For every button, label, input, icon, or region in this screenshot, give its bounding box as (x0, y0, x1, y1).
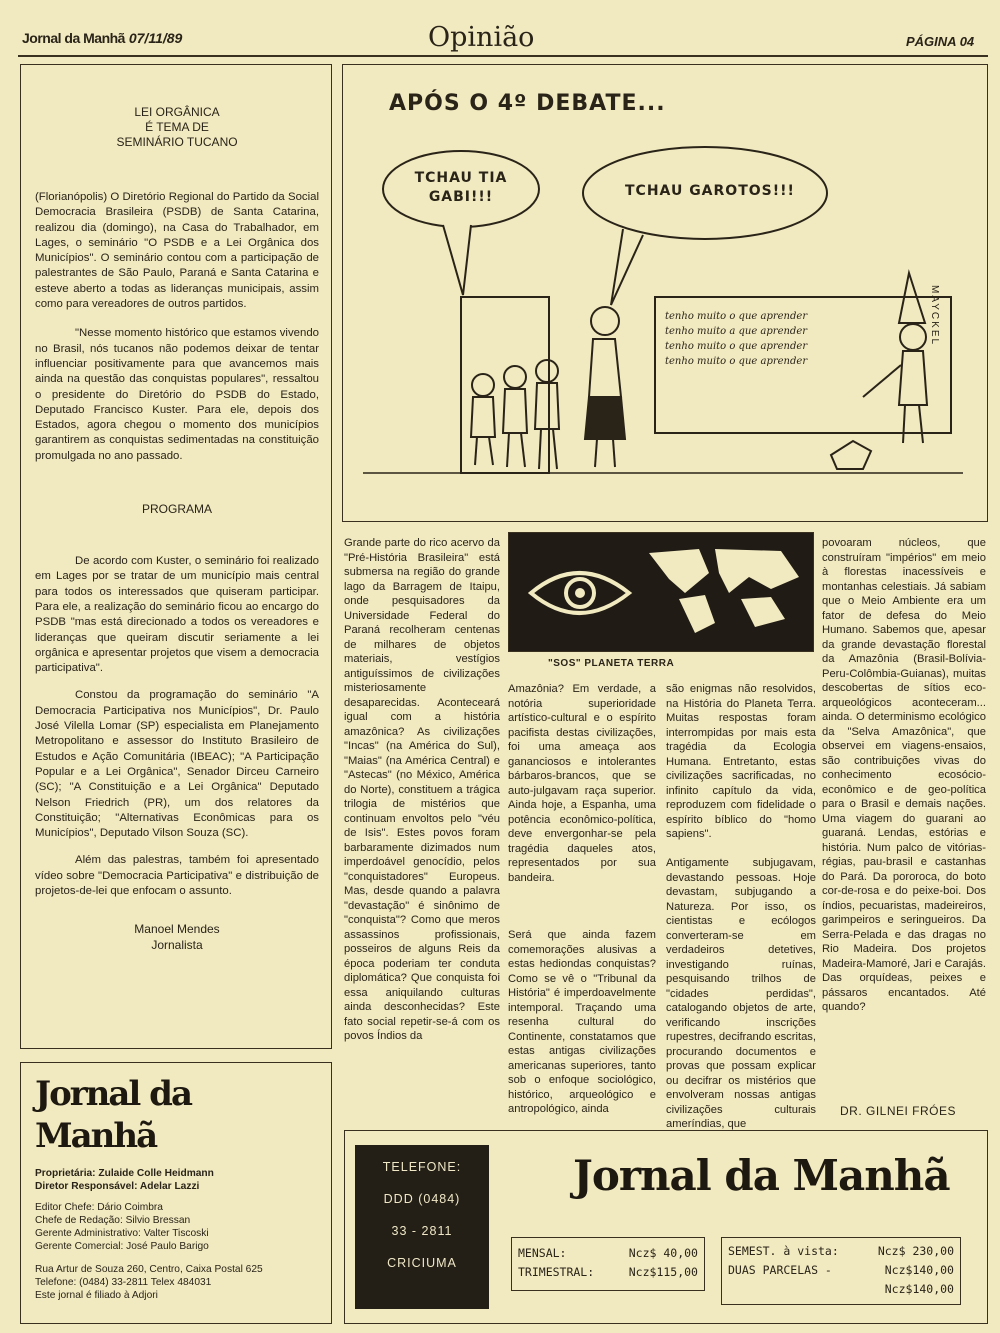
article-paragraph: Além das palestras, também foi apresentado vídeo sobre "Democracia Participativa" e distribuição de projetos-de-lei que enfocam o assunto. (35, 854, 319, 897)
essay-column-2b: Será que ainda fazem comemorações alusivas a estas hediondas conquistas? Como se vê o "Tribunal da História" é imperdoavelmente intemporal. Traçando uma resenha cultural do Continente, constatamos que estas antigas civilizações americanas superiores, tanto sob o enfoque sociológico, histórico, arqueológico e antropológico, ainda (508, 929, 656, 1115)
article-author: Manoel Mendes Jornalista (134, 922, 220, 953)
bubble-right-text: TCHAU GAROTOS!!! (625, 183, 795, 199)
price-table-left: MENSAL: Ncz$ 40,00 TRIMESTRAL: Ncz$115,00 (511, 1237, 705, 1291)
staff-list: Proprietária: Zulaide Colle Heidmann Diretor Responsável: Adelar Lazzi Editor Chefe: Dário Coimbra Chefe de Redação: Silvio Bressan Gerente Administrativo: Valter Tiscoski Gerente Comercial: José Paulo Barigo Rua Artur de Souza 260, Centro, Caixa Postal 625 Telefone: (0484) 33-2811 Telex 484031 Este jornal é filiado à Adjori (35, 1168, 263, 1301)
article-paragraph: "Nesse momento histórico que estamos vivendo no Brasil, nós tucanos não podemos deixar de tentar influenciar positivamente para que avancemos mais ainda na questão das conquistas populares", ressaltou o presidente do Diretório do PSDB do Estado, Deputado Francisco Kuster. Para ele, depois dos Estados, agora chegou o momento dos municípios garantirem as conquistas sedimentadas na constituição promulgada no ano passado. (35, 327, 319, 462)
article-paragraph: Constou da programação do seminário "A Democracia Participativa nos Municípios", Dr. Paulo José Vilella Lomar (SP) especialista em Planejamento Metropolitano e assessor do Instituto Brasileiro de Estudos e Ação Comunitária (IBEAC); "A Participação Popular e a Lei Orgânica", Senador Dirceu Carneiro (SC); "A Constituição e a Lei Orgânica" Deputado Nelson Friedrich (PR), um dos relatores da Constituição; "Alternativas Econômicas para os Municípios", Deputado Vilson Souza (SC). (35, 689, 319, 840)
essay-column-1: Grande parte do rico acervo da "Pré-História Brasileira" está submersa na região do grande lago da Barragem de Itaipu, onde pesquisadores da Universidade Federal do Paraná recolheram centenas de milhares de objetos materiais, vestígios antiguíssimos de civilizações misteriosamente desaparecidas. Aconteceará igual com a história amazônica? As civilizações "Incas" (na América do Sul), "Maias" (na América Central) e "Astecas" (no México, América do Norte), constituem a trágica trilogia de mistérios que continuam envoltos pelo "véu de Isis". Estes povos foram barbaramente dizimados num imperdoável genocídio, pelos "conquistadores" Europeus. Mas, desde quando a palavra "devastação" é sinônimo de "conquista"? Como que meros assassinos profissionais, posseiros de alguns Reis da época poderiam ter conduta diplomática? Que conquista foi essa aniquilando culturas ainda desconhecidas? Este fato social repetir-se-á com os povos Índios da (344, 537, 500, 1042)
door-frame (461, 297, 549, 473)
article-box (20, 64, 332, 1049)
chalkboard-text: tenho muito o que aprender tenho muito a que aprender tenho muito o que aprender tenho muito o que aprender (665, 311, 808, 367)
article-title: LEI ORGÂNICA É TEMA DE SEMINÁRIO TUCANO (116, 105, 238, 149)
subscription-logo: Jornal da Manhã (573, 1151, 950, 1200)
sos-logo-box (508, 532, 814, 652)
article-paragraph: (Florianópolis) O Diretório Regional do Partido da Social Democracia Brasileira (PSDB) de Santa Catarina, realizou dia (domingo), na Casa do Trabalhador, em Lages, o seminário "O PSDB e a Lei Orgânica dos Municípios". O seminário contou com a participação de palestrantes de São Paulo, Paraná e Santa Catarina e esteve aberto a todas as lideranças municipais, assim como para vereadores de outros partidos. (35, 191, 319, 311)
section-title: Opinião (428, 22, 535, 53)
issue-date: 07/11/89 (128, 30, 183, 46)
masthead-box (20, 1062, 332, 1324)
price-table-right: SEMEST. à vista: Ncz$ 230,00 DUAS PARCELAS - Ncz$140,00 Ncz$140,00 (721, 1237, 961, 1305)
header-paper-name (22, 30, 182, 46)
planet-logo (509, 533, 811, 637)
essay-column-4: povoaram núcleos, que construíram "impérios" em meio à florestas inacessíveis e montanhas celestiais. Já sabiam que o Meio Ambiente era um fator de defesa do Meio Humano. Sabemos que, apesar da grande devastação florestal da Amazônia (Brasil-Bolívia-Peru-Colômbia-Guianas), muitas descobertas de sítios eco-arqueológicos aconteceram... ainda. O determinismo ecológico da "Selva Amazônica", que observei em viagens-ensaios, são contribuições vivas do conhecimento ecosócio-econômico e de geo-política para o Brasil e demais nações. Uma viagem do guarani ao guaraná. Lendas, estórias e história. Num palco de vitórias-régias, pau-brasil e castanhas do Pará. Da pororoca, do boto cor-de-rosa e do peixe-boi. Dos índios, pecuaristas, madeireiros, garimpeiros e seringueiros. Da Serra-Pelada e das dragas no Rio Madeira. Dos projetos Madeira-Mamoré, Jari e Carajás. Das orquídeas, peixes e pássaros encantados. Até quando? (822, 537, 986, 1013)
page-number: PÁGINA 04 (906, 34, 975, 49)
article-subhead: PROGRAMA (141, 502, 212, 517)
bubble-left-text: TCHAU TIA GABI!!! (414, 170, 508, 205)
teacher-figure (585, 307, 625, 467)
paper-name: Jornal da Manhã (22, 30, 125, 46)
cartoon-signature: MAYCKEL (929, 285, 940, 347)
article-paragraph: De acordo com Kuster, o seminário foi realizado em Lages por se tratar de um município mais central para todos os interessados que quiseram participar. Para ele, a realização do seminário ficou ao encargo do PSDB "mas está direcionado a todos os vereadores e lideranças que queiram discutir seriamente a lei orgânica e apresentar projetos que visem a democracia participativa". (35, 555, 319, 675)
essay-column-2a: Amazônia? Em verdade, a notória superioridade artístico-cultural e o espírito pacifista destas civilizações, foi uma ameaça aos gananciosos e intolerantes bárbaros-brancos, que se auto-julgavam raça superior. Ainda hoje, a Espanha, uma potência econômico-política, deve envergonhar-se pela tragédia daqueles atos, representados por sua bandeira. (508, 683, 656, 884)
dunce-figure (831, 273, 927, 469)
children-figures (471, 360, 559, 469)
cartoon-box (342, 64, 988, 522)
essay-column-3a: são enigmas não resolvidos, na História do Planeta Terra. Muitas respostas foram interrompidas por mais esta tragédia da Ecologia Humana. Entretanto, estas civilizações sacrificadas, no infinito capítulo da vida, reproduzem com fidelidade o espírito bíblico do "homo sapiens". (666, 683, 816, 840)
phone-panel: TELEFONE: DDD (0484) 33 - 2811 CRICIUMA (355, 1145, 489, 1309)
subscription-box (344, 1130, 988, 1324)
cartoon-drawing (343, 65, 989, 523)
header-rule (18, 55, 988, 57)
cartoon-caption: APÓS O 4º DEBATE... (389, 91, 666, 116)
masthead-logo: Jornal da Manhã (35, 1074, 191, 1156)
essay-column-3b: Antigamente subjugavam, devastando pessoas. Hoje devastam, subjugando a Natureza. Por isso, os cientistas e ecólogos converteram-se em verdadeiros detetives, investigando ruínas, pesquisando trilhos de "cidades perdidas", catalogando objetos de arte, verificando inscrições rupestres, decifrando escritas, procurando documentos e provas que possam explicar ou decifrar os mistérios que envolveram nossas antigas civilizações culturais ameríndias, que (666, 857, 816, 1130)
essay-author: DR. GILNEI FRÓES (840, 1104, 957, 1118)
sos-logo-caption: "SOS" PLANETA TERRA (548, 658, 675, 669)
